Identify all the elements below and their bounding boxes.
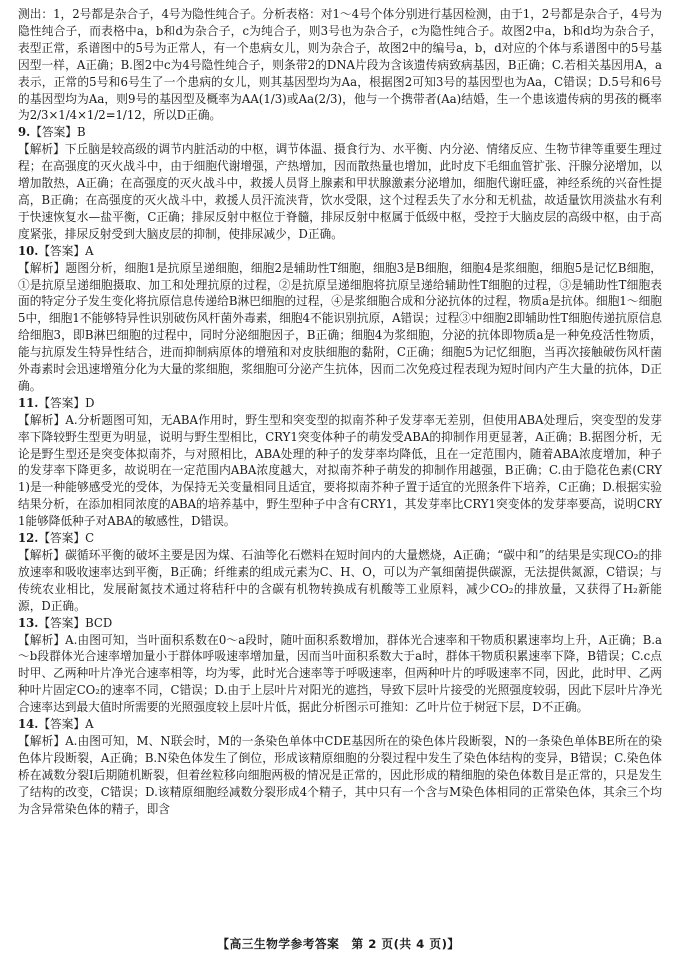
question-number: 10. bbox=[18, 243, 39, 258]
answer-line bbox=[18, 530, 662, 547]
page-footer: 【高三生物学参考答案 第 2 页(共 4 页)】 bbox=[217, 937, 460, 951]
answer-text: 【答案】A bbox=[38, 717, 94, 732]
answer-text: 【答案】C bbox=[38, 531, 95, 546]
analysis-paragraph: 【解析】A.由图可知，当叶面积系数在0～a段时，随叶面积系数增加，群体光合速率和干物质积累速率均上升，A正确；B.a～b段群体光合速率增加量小于群体呼吸速率增加量，因而当叶面积系数大于a时，群体干物质积累速率下降，B错误；C.c点时甲、乙两种叶片净光合速率相等，均为零，此时光合速率等于呼吸速率，但两种叶片的呼吸速率不同，因此，此时甲、乙两种叶片固定CO₂的速率不同，C错误；D.由于上层叶片对阳光的遮挡，导致下层叶片接受的光照强度较弱，因此下层叶片净光合速率达到最大值时所需要的光照强度较上层叶片低，据此分析图示可推知：乙叶片位于树冠下层，D不正确。 bbox=[18, 632, 662, 715]
answer-text: 【答案】BCD bbox=[38, 615, 113, 630]
question-number: 14. bbox=[18, 717, 39, 732]
question-number: 9. bbox=[18, 125, 31, 140]
answer-line bbox=[18, 395, 662, 412]
question-9 bbox=[18, 124, 662, 242]
answer-text: 【答案】B bbox=[30, 125, 86, 140]
question-number: 13. bbox=[18, 615, 39, 630]
answer-page bbox=[18, 6, 662, 818]
question-11 bbox=[18, 395, 662, 530]
analysis-paragraph: 【解析】A.分析题图可知，无ABA作用时，野生型和突变型的拟南芥种子发芽率无差别，但使用ABA处理后，突变型的发芽率下降较野生型更为明显，说明与野生型相比，CRY1突变体种子的萌发受ABA的抑制作用更显著，A正确；B.据图分析，无论是野生型还是突变体拟南芥，与对照相比，ABA处理的种子的发芽率均降低，且在一定范围内，随着ABA浓度增加，种子的发芽率下降更多，故说明在一定范围内ABA浓度越大，对拟南芥种子萌发的抑制作用越强，B正确；C.由于隐花色素(CRY1)是一种能够感受光的受体，为保持无关变量相同且适宜，要将拟南芥种子置于适宜的光照条件下培养，C正确；D.根据实验结果分析，在添加相同浓度的ABA的培养基中，野生型种子中含有CRY1，其发芽率比CRY1突变体的发芽率要高，说明CRY1能够降低种子对ABA的敏感性，D错误。 bbox=[18, 412, 662, 529]
question-10 bbox=[18, 243, 662, 395]
answer-text: 【答案】A bbox=[38, 243, 94, 258]
answer-text: 【答案】D bbox=[38, 395, 95, 410]
question-number: 11. bbox=[18, 395, 39, 410]
answer-line bbox=[18, 716, 662, 733]
analysis-paragraph: 【解析】碳循环平衡的破坏主要是因为煤、石油等化石燃料在短时间内的大量燃烧，A正确；“碳中和”的结果是实现CO₂的排放速率和吸收速率达到平衡，B正确；纤维素的组成元素为C、H、O，可以为产氧细菌提供碳源，无法提供氮源，C错误；与传统农业相比，发展耐氮技术通过将秸秆中的含碳有机物转换成有机酸等工业原料，减少CO₂的排放量，又获得了H₂新能源，D正确。 bbox=[18, 548, 662, 613]
continuation-paragraph: 测出：1，2号都是杂合子，4号为隐性纯合子。分析表格：对1～4号个体分别进行基因检测，由于1，2号都是杂合子，4号为隐性纯合子，而表格中a，b和d为杂合子，c为纯合子，则3号也为杂合子，c为隐性纯合子。故图2中a，b和d均为杂合子，表型正常，系谱图中的5号为正常人，有一个患病女儿，则为杂合子，故图2中的编号a，b，d对应的个体与系谱图中的5号基因型一样，A正确；B.图2中c为4号隐性纯合子，则条带2的DNA片段为含该遗传病致病基因，B正确；C.若相关基因用A，a表示，正常的5号和6号生了一个患病的女儿，则其基因型均为Aa，根据图2可知3号的基因型也为Aa，C错误；D.5号和6号的基因型均为Aa，则9号的基因型及概率为AA(1/3)或Aa(2/3)，他与一个携带者(Aa)结婚，生一个患该遗传病的男孩的概率为2/3×1/4×1/2=1/12，所以D正确。 bbox=[18, 7, 662, 123]
analysis-paragraph: 【解析】下丘脑是较高级的调节内脏活动的中枢，调节体温、摄食行为、水平衡、内分泌、情绪反应、生物节律等重要生理过程；在高强度的灭火战斗中，由于细胞代谢增强，产热增加，因而散热量也增加，此时皮下毛细血管扩张、汗腺分泌增加，以增加散热，A正确；在高强度的灭火战斗中，救援人员肾上腺素和甲状腺激素分泌增加，细胞代谢旺盛，神经系统的兴奋性提高，B正确；在高强度的灭火战斗中，救援人员汗流浃背，饮水受限，这个过程丢失了水分和无机盐，故适量饮用淡盐水有利于快速恢复水—盐平衡，C正确；排尿反射中枢位于脊髓，排尿反射中枢属于低级中枢，受控于大脑皮层的高级中枢，由于高度紧张，排尿反射受到大脑皮层的抑制，使排尿减少，D正确。 bbox=[18, 142, 662, 241]
analysis-paragraph: 【解析】题图分析，细胞1是抗原呈递细胞，细胞2是辅助性T细胞，细胞3是B细胞，细胞4是浆细胞，细胞5是记忆B细胞，①是抗原呈递细胞摄取、加工和处理抗原的过程，②是抗原呈递细胞将抗原呈递给辅助性T细胞的过程，③是辅助性T细胞表面的特定分子发生变化将抗原信息传递给B淋巴细胞的过程，④是浆细胞合成和分泌抗体的过程，物质a是抗体。细胞1～细胞5中，细胞1不能够特异性识别破伤风杆菌外毒素，细胞4不能识别抗原，A错误；过程③中细胞2即辅助性T细胞传递抗原信息给细胞3，即B淋巴细胞的过程中，同时分泌细胞因子，B正确；细胞4为浆细胞，分泌的抗体即物质a是一种免疫活性物质，能与抗原发生特异性结合，进而抑制病原体的增殖和对皮肤细胞的黏附，C正确；细胞5为记忆细胞，当再次接触破伤风杆菌外毒素时会迅速增殖分化为大量的浆细胞，浆细胞可分泌产生抗体，因而二次免疫过程表现为短时间内产生大量的抗体，D正确。 bbox=[18, 260, 662, 393]
answer-line bbox=[18, 124, 662, 141]
answer-line bbox=[18, 615, 662, 632]
question-13 bbox=[18, 615, 662, 716]
question-14 bbox=[18, 716, 662, 817]
question-number: 12. bbox=[18, 531, 39, 546]
analysis-paragraph: 【解析】A.由图可知，M、N联会时，M的一条染色单体中CDE基因所在的染色体片段断裂，N的一条染色单体BE所在的染色体片段断裂，A正确；B.N染色体发生了倒位，形成该精原细胞的分裂过程中发生了染色体结构的变异，B错误；C.染色体桥在减数分裂Ⅰ后期随机断裂，但着丝粒移向细胞两极的情况是正常的，因此形成的精细胞的染色体数目是正常的，只是发生了结构的改变，C错误；D.该精原细胞经减数分裂形成4个精子，其中只有一个含与M染色体相同的正常染色体，其余三个均为含异常染色体的精子，即含 bbox=[18, 733, 662, 816]
answer-line bbox=[18, 243, 662, 260]
question-12 bbox=[18, 530, 662, 615]
